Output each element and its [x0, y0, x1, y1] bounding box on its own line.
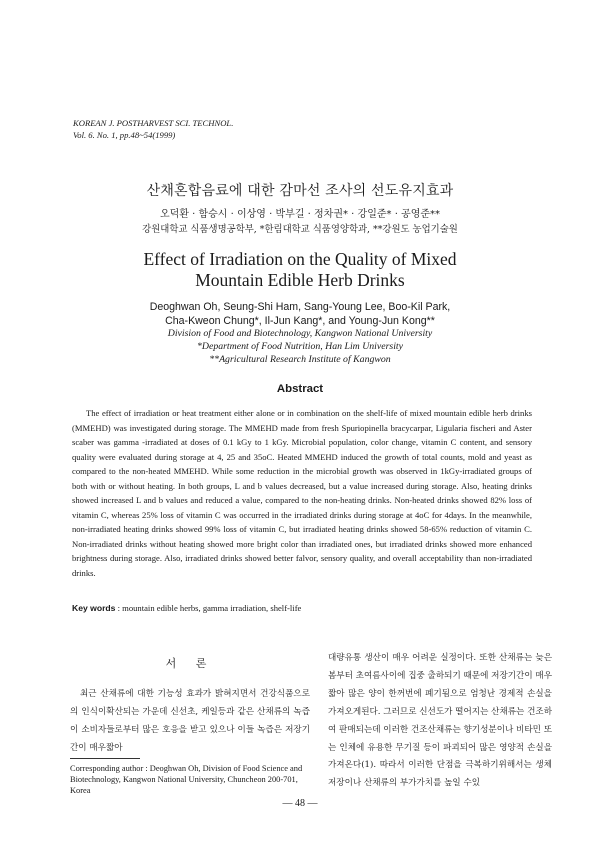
abstract-heading: Abstract [276, 383, 324, 395]
korean-authors: 오덕환 · 함승시 · 이상영 · 박부길 · 정차권* · 강일준* · 공영준** [159, 209, 441, 220]
journal-name: KOREAN J. POSTHARVEST SCI. TECHNOL. [73, 118, 234, 128]
english-authors-line-2: Cha-Kweon Chung*, Il-Jun Kang*, and Young-Jun Kong** [165, 315, 435, 327]
korean-affiliations: 강원대학교 식품생명공학부, *한림대학교 식품영양학과, **강원도 농업기술원 [142, 224, 458, 235]
footnote-divider [70, 758, 140, 759]
abstract-text: The effect of irradiation or heat treatment either alone or in combination on the shelf-life of mixed mountain edible herb drinks (MMEHD) was investigated during storage. The MMEHD made from fresh Spuriopinella bracycarpar, Ligularia fischeri and Aster scaber was gamma -irradiated at doses of 0.1 kGy to 1 kGy. Microbial population, color change, vitamin C content, and sensory quality were evaluated during storage at 4, 25 and 35oC. Heated MMEHD induced the growth of total counts, mold and yeast as compared to the non-heated MMEHD. While some reduction in the microbial growth was observed in 1kGy-irradiated groups of both with or without heating. In both groups, L and b values decreased, but a value increased during storage. Also, heating drinks showed increased L and b values and reduced a value, compared to the non-heating drinks. Non-heated drinks showed 82% loss of vitamin C, whereas 25% loss of vitamin C was occurred in the irradiated drinks during storage at 4oC for 4days. In the meanwhile, non-irradiated heating drinks showed 99% loss of vitamin C, but irradiated heating drinks showed 58-65% reduction of vitamin C. Non-irradiated drinks without heating showed more bright color than irradiated ones, but irradiated drinks showed more enhanced brightness during storage. Also, irradiated drinks showed better falvor, sensory quality, and overall acceptability than non-irradiated drinks. [72, 408, 532, 579]
english-affiliations [0, 327, 600, 367]
korean-title: 산채혼합음료에 대한 감마선 조사의 선도유지효과 [146, 183, 454, 199]
page-number: — 48 — [282, 798, 318, 809]
english-title-line-2: Mountain Edible Herb Drinks [195, 270, 405, 290]
affiliation-line-1: Division of Food and Biotechnology, Kangwon National University [167, 328, 433, 339]
journal-header [73, 117, 233, 141]
keywords [72, 603, 301, 613]
english-title-line-1: Effect of Irradiation on the Quality of Mixed [143, 249, 457, 269]
journal-volume: Vol. 6. No. 1, pp.48~54(1999) [73, 130, 176, 140]
introduction-left-column: 최근 산채류에 대한 기능성 효과가 밝혀지면서 건강식품으로의 인식이확산되는 가운데 신선초, 케일등과 같은 산채류의 녹즙이 소비자들로부터 많은 호응을 받고 있으나 이들 녹즙은 저장기간이 매우짧아 [70, 689, 310, 753]
affiliation-line-3: **Agricultural Research Institute of Kangwon [209, 354, 391, 366]
introduction-heading: 서 론 [165, 657, 215, 670]
english-title [0, 249, 600, 291]
keywords-text: : mountain edible herbs, gamma irradiation, shelf-life [115, 603, 302, 613]
keywords-label: Key words [72, 603, 116, 613]
introduction-right-column: 대량유통 생산이 매우 어려운 실정이다. 또한 산채류는 늦은 봄부터 초여름사이에 집중 출하되기 때문에 저장기간이 매우짧아 많은 양이 한꺼번에 폐기됨으로 엄청난 경제적 손실을 가져오게된다. 그러므로 신선도가 떨어지는 산채류는 건조하여 판매되는데 이러한 건조산채류는 향기성분이나 비타민 또는 인체에 유용한 무기질 등이 파괴되어 많은 영양적 손실을 가져온다(1). 따라서 이러한 단점을 극복하기위해서는 생체저장이나 산채류의 부가가치를 높일 수있 [328, 653, 552, 789]
corresponding-author-footnote: Corresponding author : Deoghwan Oh, Division of Food Science and Biotechnology, Kangwon National University, Chuncheon 200-701, Korea [70, 764, 303, 796]
affiliation-line-2: *Department of Food Nutrition, Han Lim University [197, 341, 403, 353]
english-authors-line-1: Deoghwan Oh, Seung-Shi Ham, Sang-Young Lee, Boo-Kil Park, [149, 301, 451, 313]
english-authors [0, 300, 600, 328]
